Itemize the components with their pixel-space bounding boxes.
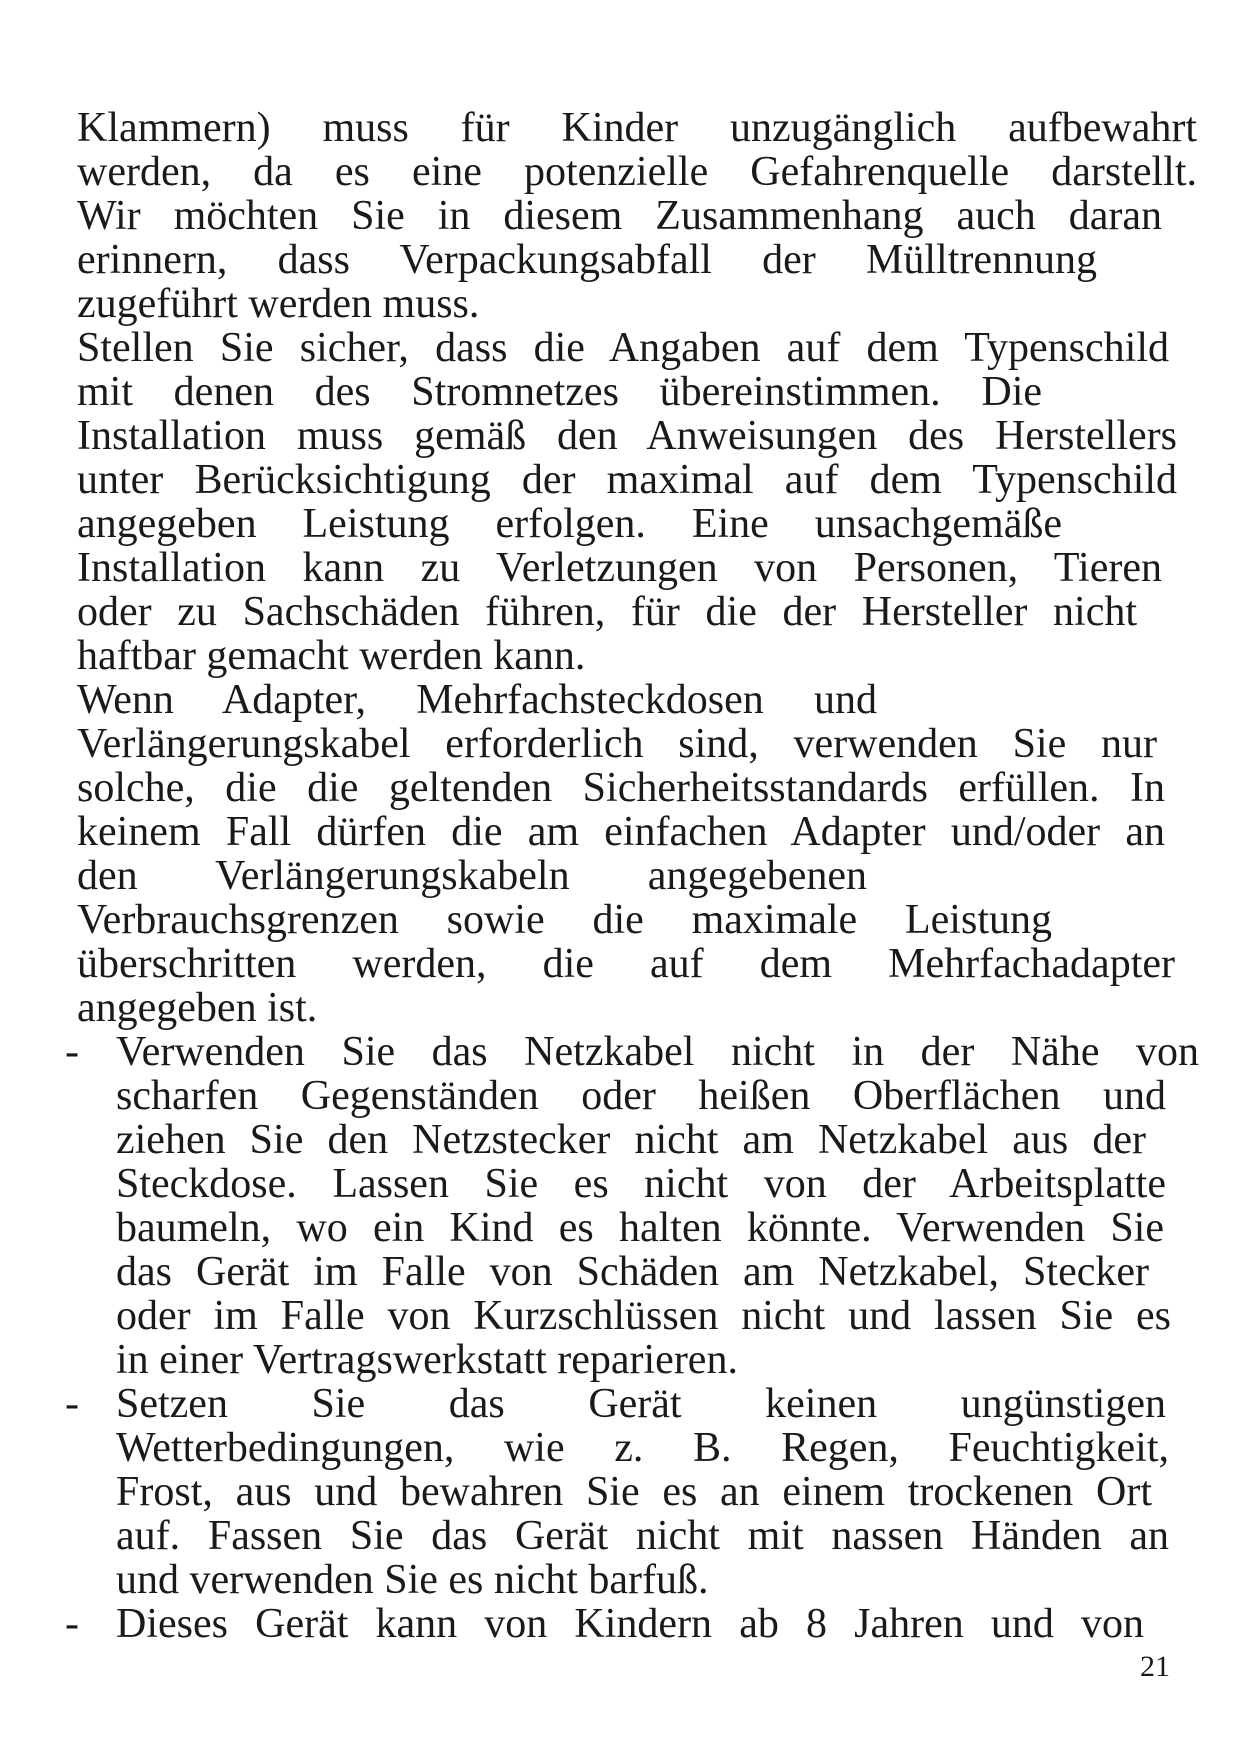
installation-line: Installation muss gemäß den Anweisungen des Herstellers	[77, 413, 1177, 459]
bullet-line: Setzen Sie das Gerät keinen ungünstigen	[116, 1381, 1166, 1427]
bullet-line: oder im Falle von Kurzschlüssen nicht und lassen Sie es	[116, 1293, 1171, 1339]
bullet-line: Verwenden Sie das Netzkabel nicht in der Nähe von	[116, 1029, 1199, 1075]
page-number: 21	[1140, 1650, 1170, 1683]
intro-line: werden, da es eine potenzielle Gefahrenquelle darstellt.	[77, 149, 1197, 195]
installation-line: unter Berücksichtigung der maximal auf dem Typenschild	[77, 457, 1177, 503]
installation-line: oder zu Sachschäden führen, für die der Hersteller nicht	[77, 589, 1137, 635]
intro-line: Klammern) muss für Kinder unzugänglich aufbewahrt	[77, 105, 1197, 151]
bullet-line: scharfen Gegenständen oder heißen Oberflächen und	[116, 1073, 1166, 1119]
bullet-line: baumeln, wo ein Kind es halten könnte. Verwenden Sie	[116, 1205, 1164, 1251]
bullet-line: das Gerät im Falle von Schäden am Netzkabel, Stecker	[116, 1249, 1149, 1295]
adapter-line: Wenn Adapter, Mehrfachsteckdosen und	[77, 677, 877, 723]
bullet-line: Wetterbedingungen, wie z. B. Regen, Feuchtigkeit,	[116, 1425, 1169, 1471]
bullet-marker: -	[65, 1381, 79, 1427]
bullet-line: in einer Vertragswerkstatt reparieren.	[116, 1337, 738, 1383]
installation-line: haftbar gemacht werden kann.	[77, 633, 586, 679]
bullet-marker: -	[65, 1601, 79, 1647]
bullet-line: auf. Fassen Sie das Gerät nicht mit nassen Händen an	[116, 1513, 1169, 1559]
installation-line: mit denen des Stromnetzes übereinstimmen. Die	[77, 369, 1042, 415]
bullet-marker: -	[65, 1029, 79, 1075]
adapter-line: solche, die die geltenden Sicherheitsstandards erfüllen. In	[77, 765, 1165, 811]
installation-line: Installation kann zu Verletzungen von Personen, Tieren	[77, 545, 1162, 591]
bullet-line: ziehen Sie den Netzstecker nicht am Netzkabel aus der	[116, 1117, 1146, 1163]
installation-line: angegeben Leistung erfolgen. Eine unsachgemäße	[77, 501, 1062, 547]
intro-line: zugeführt werden muss.	[77, 281, 480, 327]
adapter-line: überschritten werden, die auf dem Mehrfachadapter	[77, 941, 1175, 987]
intro-line: Wir möchten Sie in diesem Zusammenhang auch daran	[77, 193, 1162, 239]
adapter-line: den Verlängerungskabeln angegebenen	[77, 853, 867, 899]
intro-line: erinnern, dass Verpackungsabfall der Mülltrennung	[77, 237, 1097, 283]
adapter-line: Verbrauchsgrenzen sowie die maximale Leistung	[77, 897, 1052, 943]
installation-line: Stellen Sie sicher, dass die Angaben auf dem Typenschild	[77, 325, 1169, 371]
adapter-line: keinem Fall dürfen die am einfachen Adapter und/oder an	[77, 809, 1165, 855]
adapter-line: angegeben ist.	[77, 985, 318, 1031]
bullet-line: Frost, aus und bewahren Sie es an einem trockenen Ort	[116, 1469, 1152, 1515]
bullet-line: Steckdose. Lassen Sie es nicht von der Arbeitsplatte	[116, 1161, 1166, 1207]
adapter-line: Verlängerungskabel erforderlich sind, verwenden Sie nur	[77, 721, 1157, 767]
bullet-line: und verwenden Sie es nicht barfuß.	[116, 1557, 709, 1603]
bullet-line: Dieses Gerät kann von Kindern ab 8 Jahren und von	[116, 1601, 1144, 1647]
